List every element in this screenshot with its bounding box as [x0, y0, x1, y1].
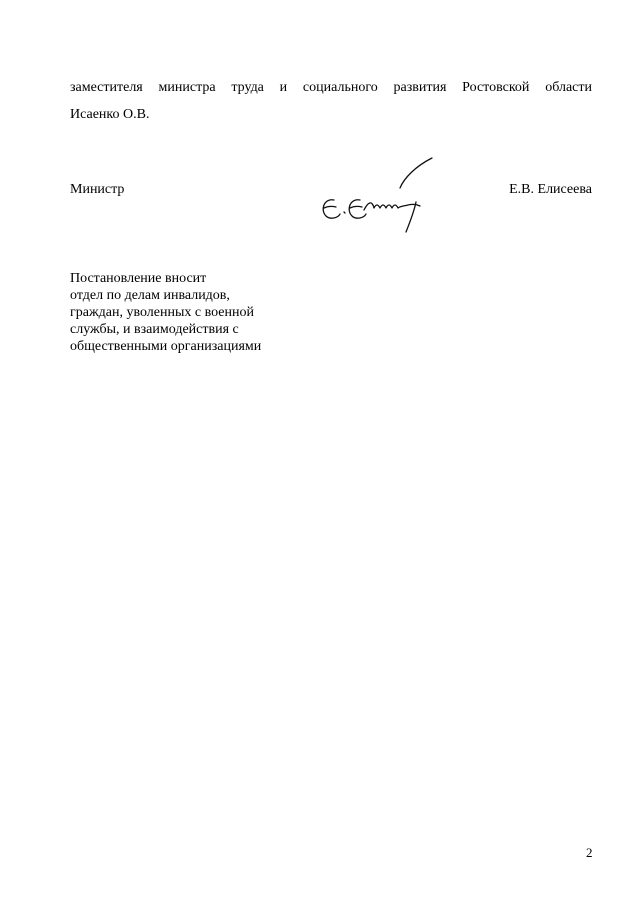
submitter-note-line: Постановление вносит	[70, 271, 207, 286]
body-text-line-2: Исаенко О.В.	[70, 107, 150, 122]
handwritten-signature	[312, 150, 442, 240]
submitter-note-line: граждан, уволенных с военной	[70, 305, 254, 320]
submitter-note-line: службы, и взаимодействия с	[70, 322, 239, 337]
submitter-note-line: отдел по делам инвалидов,	[70, 288, 230, 303]
body-text-line-1: заместителя министра труда и социального развития Ростовской области	[70, 80, 592, 95]
submitter-note-line: общественными организациями	[70, 339, 262, 354]
page-number: 2	[586, 845, 593, 860]
signatory-title: Министр	[70, 182, 125, 197]
signatory-name: Е.В. Елисеева	[509, 182, 592, 197]
submitter-note	[70, 270, 261, 355]
